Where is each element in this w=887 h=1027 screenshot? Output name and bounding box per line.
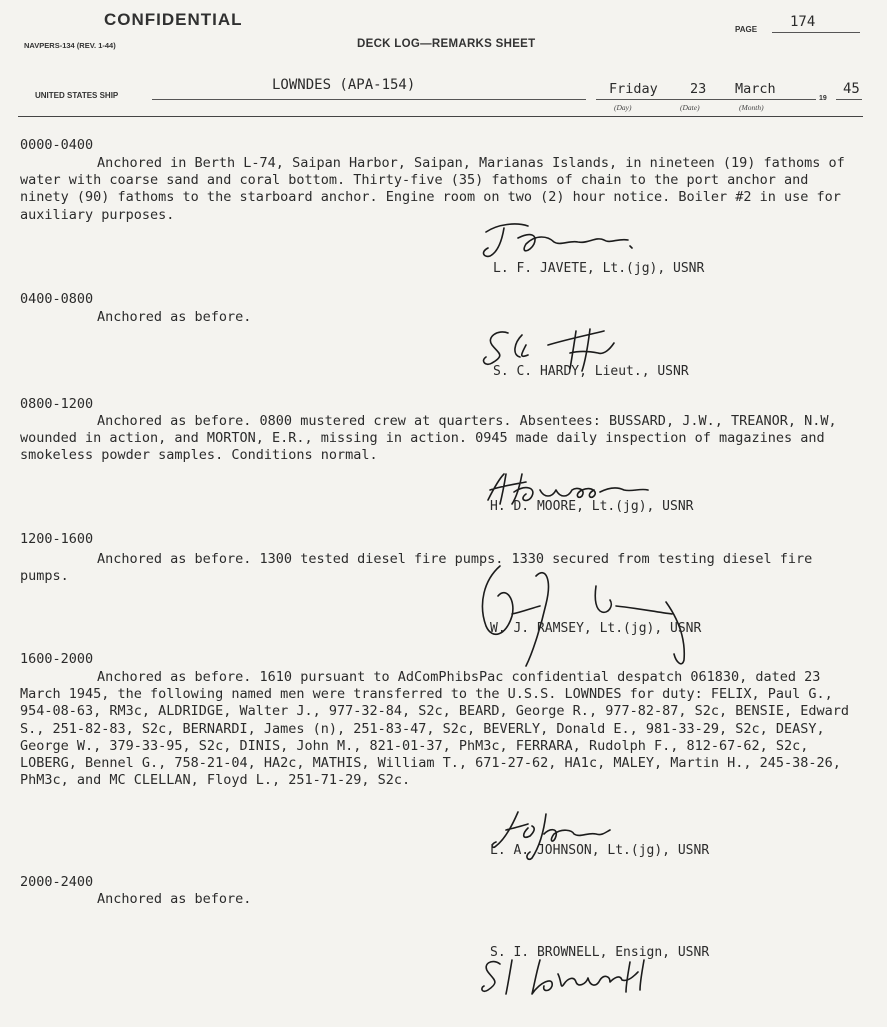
- form-number: NAVPERS-134 (REV. 1-44): [24, 41, 116, 50]
- signature-ramsey: [476, 556, 706, 674]
- day-value: Friday: [609, 81, 658, 97]
- signature-typed: H. D. MOORE, Lt.(jg), USNR: [490, 499, 694, 514]
- entry-text: Anchored as before.: [97, 309, 252, 325]
- watch-label: 0000-0400: [20, 137, 94, 153]
- ship-underline: [152, 99, 586, 100]
- page-label: PAGE: [735, 25, 758, 34]
- year-prefix: 19: [819, 95, 827, 102]
- watch-label: 1200-1600: [20, 531, 94, 547]
- signature-typed: S. I. BROWNELL, Ensign, USNR: [490, 945, 710, 960]
- entry-text: Anchored as before.: [97, 891, 252, 907]
- month-value: March: [735, 81, 776, 97]
- date-value: 23: [690, 81, 707, 97]
- date-underline: [596, 99, 816, 100]
- signature-typed: L. A. JOHNSON, Lt.(jg), USNR: [490, 843, 710, 858]
- ship-label: UNITED STATES SHIP: [35, 91, 119, 100]
- day-caption: (Day): [614, 103, 632, 112]
- page-underline: [772, 32, 860, 33]
- header-rule: [18, 116, 863, 117]
- watch-label: 2000-2400: [20, 874, 94, 890]
- date-caption: (Date): [680, 103, 700, 112]
- signature-typed: L. F. JAVETE, Lt.(jg), USNR: [493, 261, 705, 276]
- signature-brownell: [478, 952, 658, 998]
- signature-typed: S. C. HARDY, Lieut., USNR: [493, 364, 689, 379]
- year-underline: [836, 99, 862, 100]
- entry-text: Anchored as before. 1610 pursuant to AdComPhibsPac confidential despatch 061830, dated 23 March 1945, the following named men were transferred to the U.S.S. LOWNDES for duty: FELIX, Paul G., 954-08-63, RM3c, ALDRIDGE, Walter J., 977-32-84, S2c, BEARD, George R., 977-82-87, S2c, BENSIE, Edward S., 251-82-83, S2c, BERNARDI, James (n), 251-83-47, S2c, BEVERLY, Donald E., 981-33-29, S2c, DEASY, George W., 379-33-95, S2c, DINIS, John M., 821-01-37, PhM3c, FERRARA, Rudolph F., 812-67-62, S2c, LOBERG, Bennel G., 758-21-04, HA2c, MATHIS, William T., 671-27-62, HA1c, MALEY, Martin H., 245-38-26, PhM3c, and MC CLELLAN, Floyd L., 251-71-29, S2c.: [20, 669, 850, 789]
- watch-label: 1600-2000: [20, 651, 94, 667]
- watch-label: 0800-1200: [20, 396, 94, 412]
- signature-javete: [478, 218, 668, 263]
- month-caption: (Month): [739, 103, 764, 112]
- entry-text: Anchored as before. 0800 mustered crew at quarters. Absentees: BUSSARD, J.W., TREANOR, N.W, wounded in action, and MORTON, E.R., missing in action. 0945 made daily inspection of magazines and smokeless powder samples. Conditions normal.: [20, 413, 837, 464]
- page-number: 174: [790, 14, 816, 30]
- year-value: 45: [843, 81, 860, 97]
- sheet-title: DECK LOG—REMARKS SHEET: [357, 38, 536, 50]
- signature-typed: W. J. RAMSEY, Lt.(jg), USNR: [490, 621, 702, 636]
- entry-text: Anchored as before. 1300 tested diesel fire pumps. 1330 secured from testing diesel fire pumps.: [20, 551, 813, 585]
- confidential-marking: CONFIDENTIAL: [104, 10, 243, 29]
- entry-text: Anchored in Berth L-74, Saipan Harbor, Saipan, Marianas Islands, in nineteen (19) fathoms of water with coarse sand and coral bottom. Thirty-five (35) fathoms of chain to the port anchor and ninety (90) fathoms to the starboard anchor. Engine room on two (2) hour notice. Boiler #2 in use for auxiliary purposes.: [20, 155, 845, 223]
- ship-name: LOWNDES (APA-154): [272, 77, 416, 93]
- watch-label: 0400-0800: [20, 291, 94, 307]
